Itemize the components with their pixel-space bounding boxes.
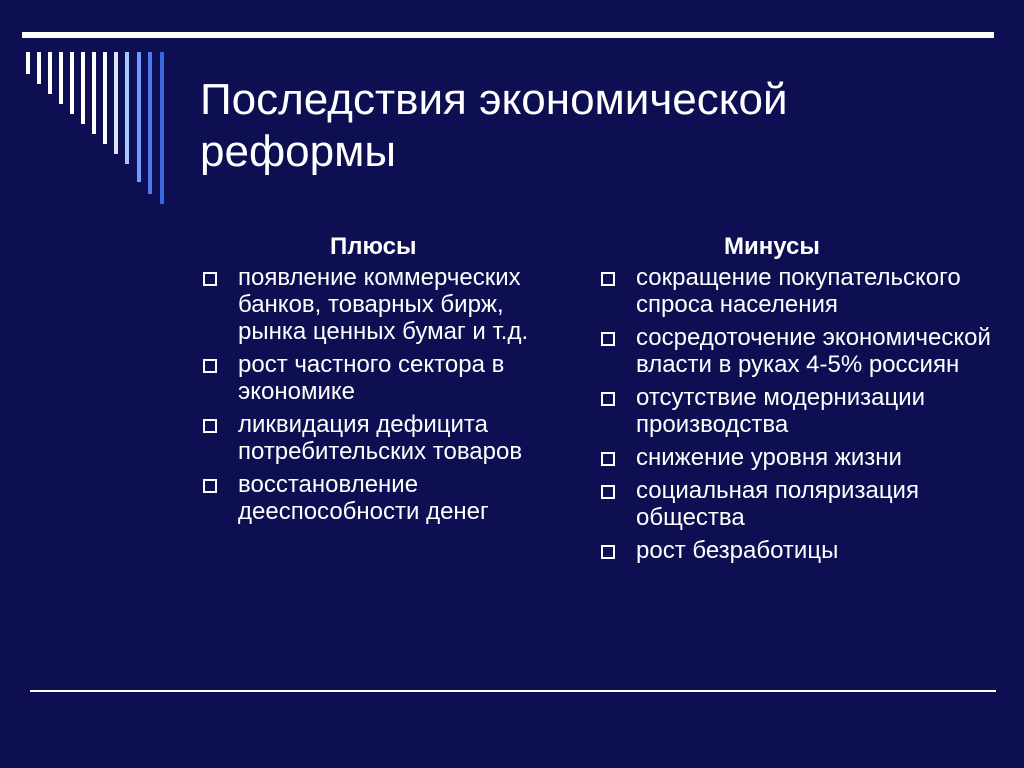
list-item — [598, 264, 998, 318]
square-bullet-icon — [601, 272, 615, 286]
list-item-text: ликвидация дефицита потребительских товаров — [238, 411, 523, 465]
stripe — [160, 52, 164, 204]
stripe — [81, 52, 85, 124]
list-item — [598, 384, 998, 438]
square-bullet-icon — [601, 452, 615, 466]
stripe — [148, 52, 152, 194]
list-item-text: восстановление дееспособности денег — [238, 471, 489, 525]
stripe — [137, 52, 141, 182]
square-bullet-icon — [601, 545, 615, 559]
square-bullet-icon — [601, 392, 615, 406]
pluses-heading: Плюсы — [330, 233, 417, 260]
minuses-column — [598, 232, 998, 570]
stripe — [59, 52, 63, 104]
list-item — [200, 264, 570, 345]
square-bullet-icon — [601, 485, 615, 499]
list-item — [598, 477, 998, 531]
decorative-stripes — [0, 0, 180, 220]
list-item-text: отсутствие модернизации производства — [636, 384, 926, 438]
list-item-text: рост частного сектора в экономике — [238, 351, 505, 405]
stripe — [70, 52, 74, 114]
square-bullet-icon — [601, 332, 615, 346]
list-item — [200, 351, 570, 405]
list-item-text: сосредоточение экономической власти в руках 4-5% россиян — [636, 324, 991, 378]
square-bullet-icon — [203, 479, 217, 493]
square-bullet-icon — [203, 419, 217, 433]
minuses-heading: Минусы — [724, 233, 820, 260]
stripe — [125, 52, 129, 164]
stripe — [37, 52, 41, 84]
stripe — [114, 52, 118, 154]
square-bullet-icon — [203, 359, 217, 373]
pluses-column — [200, 232, 570, 531]
list-item — [598, 444, 998, 471]
stripe — [26, 52, 30, 74]
pluses-list — [200, 264, 570, 525]
list-item — [200, 411, 570, 465]
bottom-rule — [30, 690, 996, 692]
list-item-text: сокращение покупательского спроса населения — [636, 264, 961, 318]
list-item-text: появление коммерческих банков, товарных бирж, рынка ценных бумаг и т.д. — [238, 264, 529, 345]
list-item — [598, 324, 998, 378]
list-item-text: рост безработицы — [636, 537, 839, 564]
list-item — [598, 537, 998, 564]
stripe — [103, 52, 107, 144]
list-item-text: снижение уровня жизни — [636, 444, 902, 471]
slide-title: Последствия экономической реформы — [200, 75, 788, 176]
stripe — [48, 52, 52, 94]
square-bullet-icon — [203, 272, 217, 286]
stripe — [92, 52, 96, 134]
list-item — [200, 471, 570, 525]
list-item-text: социальная поляризация общества — [636, 477, 919, 531]
minuses-list — [598, 264, 998, 564]
